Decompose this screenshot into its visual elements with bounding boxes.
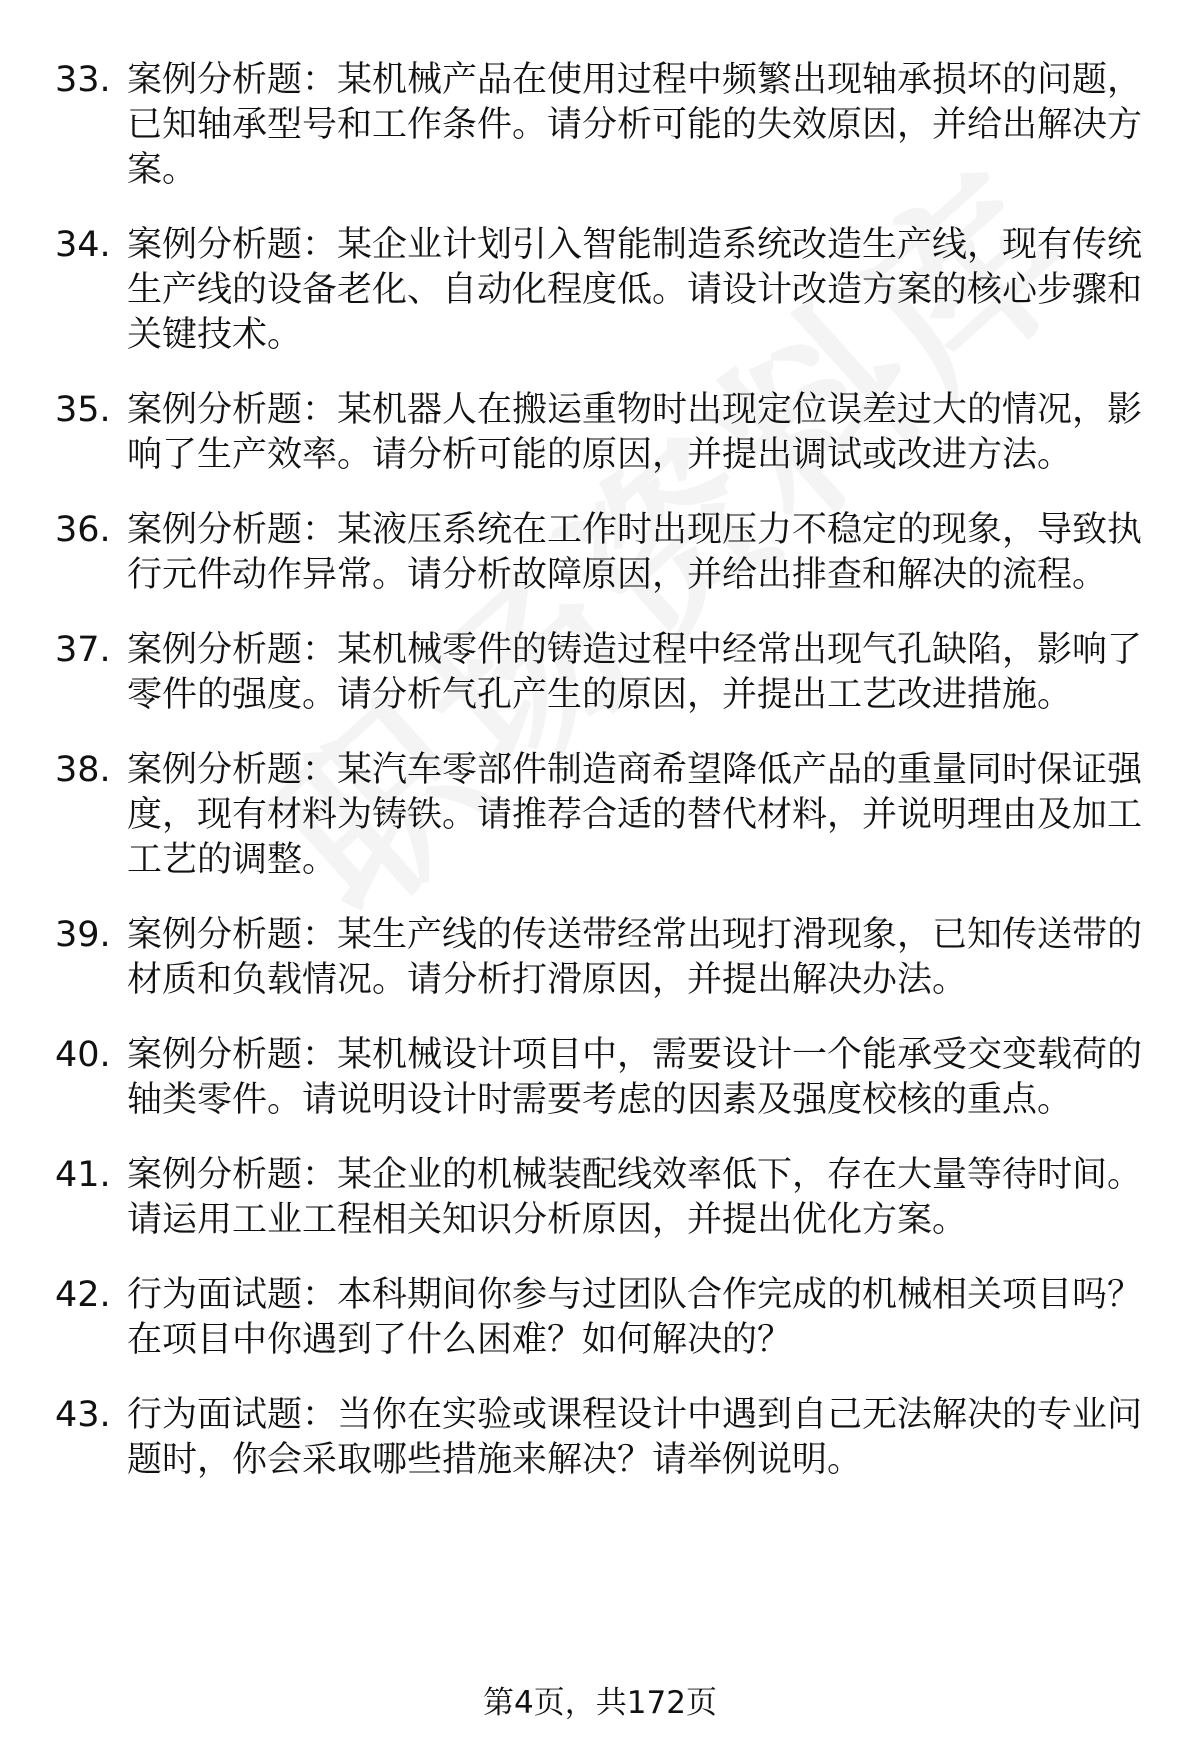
question-number: 35. <box>55 390 111 430</box>
question-item <box>0 508 1142 598</box>
question-number: 42. <box>55 1275 111 1315</box>
question-item <box>0 628 1142 718</box>
question-text: 案例分析题：某机械产品在使用过程中频繁出现轴承损坏的问题，已知轴承型号和工作条件。请分析可能的失效原因，并给出解决方案。 <box>127 60 1143 190</box>
question-text: 行为面试题：本科期间你参与过团队合作完成的机械相关项目吗？在项目中你遇到了什么困难？如何解决的？ <box>127 1275 1143 1360</box>
question-number: 38. <box>55 750 111 790</box>
question-number: 41. <box>55 1155 111 1195</box>
question-item <box>0 913 1142 1003</box>
question-item <box>0 1393 1142 1483</box>
question-number: 43. <box>55 1395 111 1435</box>
question-item <box>0 1033 1142 1123</box>
question-text: 案例分析题：某汽车零部件制造商希望降低产品的重量同时保证强度，现有材料为铸铁。请推荐合适的替代材料，并说明理由及加工工艺的调整。 <box>127 750 1143 880</box>
question-item <box>0 58 1142 193</box>
question-number: 40. <box>55 1035 111 1075</box>
question-text: 案例分析题：某液压系统在工作时出现压力不稳定的现象，导致执行元件动作异常。请分析故障原因，并给出排查和解决的流程。 <box>127 510 1143 595</box>
question-text: 案例分析题：某机械设计项目中，需要设计一个能承受交变载荷的轴类零件。请说明设计时需要考虑的因素及强度校核的重点。 <box>127 1035 1143 1120</box>
question-item <box>0 388 1142 478</box>
question-item <box>0 223 1142 358</box>
question-text: 案例分析题：某生产线的传送带经常出现打滑现象，已知传送带的材质和负载情况。请分析打滑原因，并提出解决办法。 <box>127 915 1143 1000</box>
question-item <box>0 748 1142 883</box>
question-text: 案例分析题：某企业计划引入智能制造系统改造生产线，现有传统生产线的设备老化、自动化程度低。请设计改造方案的核心步骤和关键技术。 <box>127 225 1143 355</box>
question-number: 39. <box>55 915 111 955</box>
question-item <box>0 1153 1142 1243</box>
question-number: 34. <box>55 225 111 265</box>
question-text: 案例分析题：某机械零件的铸造过程中经常出现气孔缺陷，影响了零件的强度。请分析气孔产生的原因，并提出工艺改进措施。 <box>127 630 1143 715</box>
question-list <box>0 58 1200 1513</box>
question-text: 行为面试题：当你在实验或课程设计中遇到自己无法解决的专业问题时，你会采取哪些措施来解决？请举例说明。 <box>127 1395 1143 1480</box>
question-number: 37. <box>55 630 111 670</box>
page-footer <box>0 1683 1200 1723</box>
question-text: 案例分析题：某企业的机械装配线效率低下，存在大量等待时间。请运用工业工程相关知识分析原因，并提出优化方案。 <box>127 1155 1143 1240</box>
question-item <box>0 1273 1142 1363</box>
question-number: 36. <box>55 510 111 550</box>
question-text: 案例分析题：某机器人在搬运重物时出现定位误差过大的情况，影响了生产效率。请分析可能的原因，并提出调试或改进方法。 <box>127 390 1143 475</box>
page-number-label: 第4页，共172页 <box>483 1685 717 1721</box>
question-number: 33. <box>55 60 111 100</box>
